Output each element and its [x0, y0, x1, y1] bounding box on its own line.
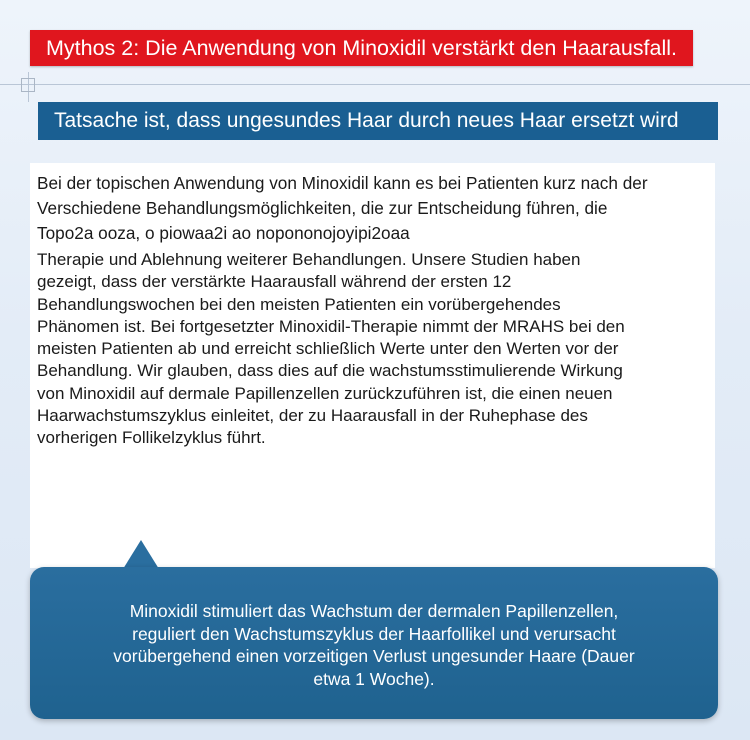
text-panel: [30, 163, 715, 568]
callout-line: vorübergehend einen vorzeitigen Verlust ungesunder Haare (Dauer: [113, 646, 635, 667]
callout-pointer: [123, 540, 159, 569]
myth-title: Mythos 2: Die Anwendung von Minoxidil verstärkt den Haarausfall.: [46, 35, 677, 60]
body-line: gezeigt, dass der verstärkte Haarausfall während der ersten 12: [37, 272, 512, 292]
callout-line: etwa 1 Woche).: [313, 668, 435, 689]
intro-line: Bei der topischen Anwendung von Minoxidil kann es bei Patienten kurz nach der: [37, 173, 648, 193]
decorative-square-icon: [21, 78, 35, 92]
summary-callout: [30, 567, 718, 719]
intro-line: Topo2a ooza, o piowaa2i ao nopononojoyipi2oaa: [37, 223, 410, 243]
intro-line: Verschiedene Behandlungsmöglichkeiten, die zur Entscheidung führen, die: [37, 198, 608, 218]
callout-line: Minoxidil stimuliert das Wachstum der dermalen Papillenzellen,: [129, 601, 619, 621]
body-line: Haarwachstumszyklus einleitet, der zu Haarausfall in der Ruhephase des: [37, 406, 588, 426]
body-line: Behandlung. Wir glauben, dass dies auf die wachstumsstimulierende Wirkung: [37, 361, 623, 381]
callout-text: [30, 600, 718, 690]
body-line: Phänomen ist. Bei fortgesetzter Minoxidil-Therapie nimmt der MRAHS bei den: [37, 316, 625, 336]
body-line: meisten Patienten ab und erreicht schließlich Werte unter den Werten vor der: [37, 339, 619, 359]
callout-line: reguliert den Wachstumszyklus der Haarfollikel und verursacht: [132, 623, 616, 644]
decorative-guide-line: [0, 84, 750, 85]
myth-banner: [30, 30, 693, 66]
body-line: von Minoxidil auf dermale Papillenzellen zurückzuführen ist, die einen neuen: [37, 383, 613, 403]
body-paragraph: [37, 249, 717, 450]
body-line: Therapie und Ablehnung weiterer Behandlungen. Unsere Studien haben: [37, 250, 581, 269]
body-line: Behandlungswochen bei den meisten Patienten ein vorübergehendes: [37, 294, 561, 314]
body-line: vorherigen Follikelzyklus führt.: [37, 428, 266, 448]
fact-title: Tatsache ist, dass ungesundes Haar durch neues Haar ersetzt wird: [54, 109, 679, 132]
fact-banner: [38, 102, 718, 140]
